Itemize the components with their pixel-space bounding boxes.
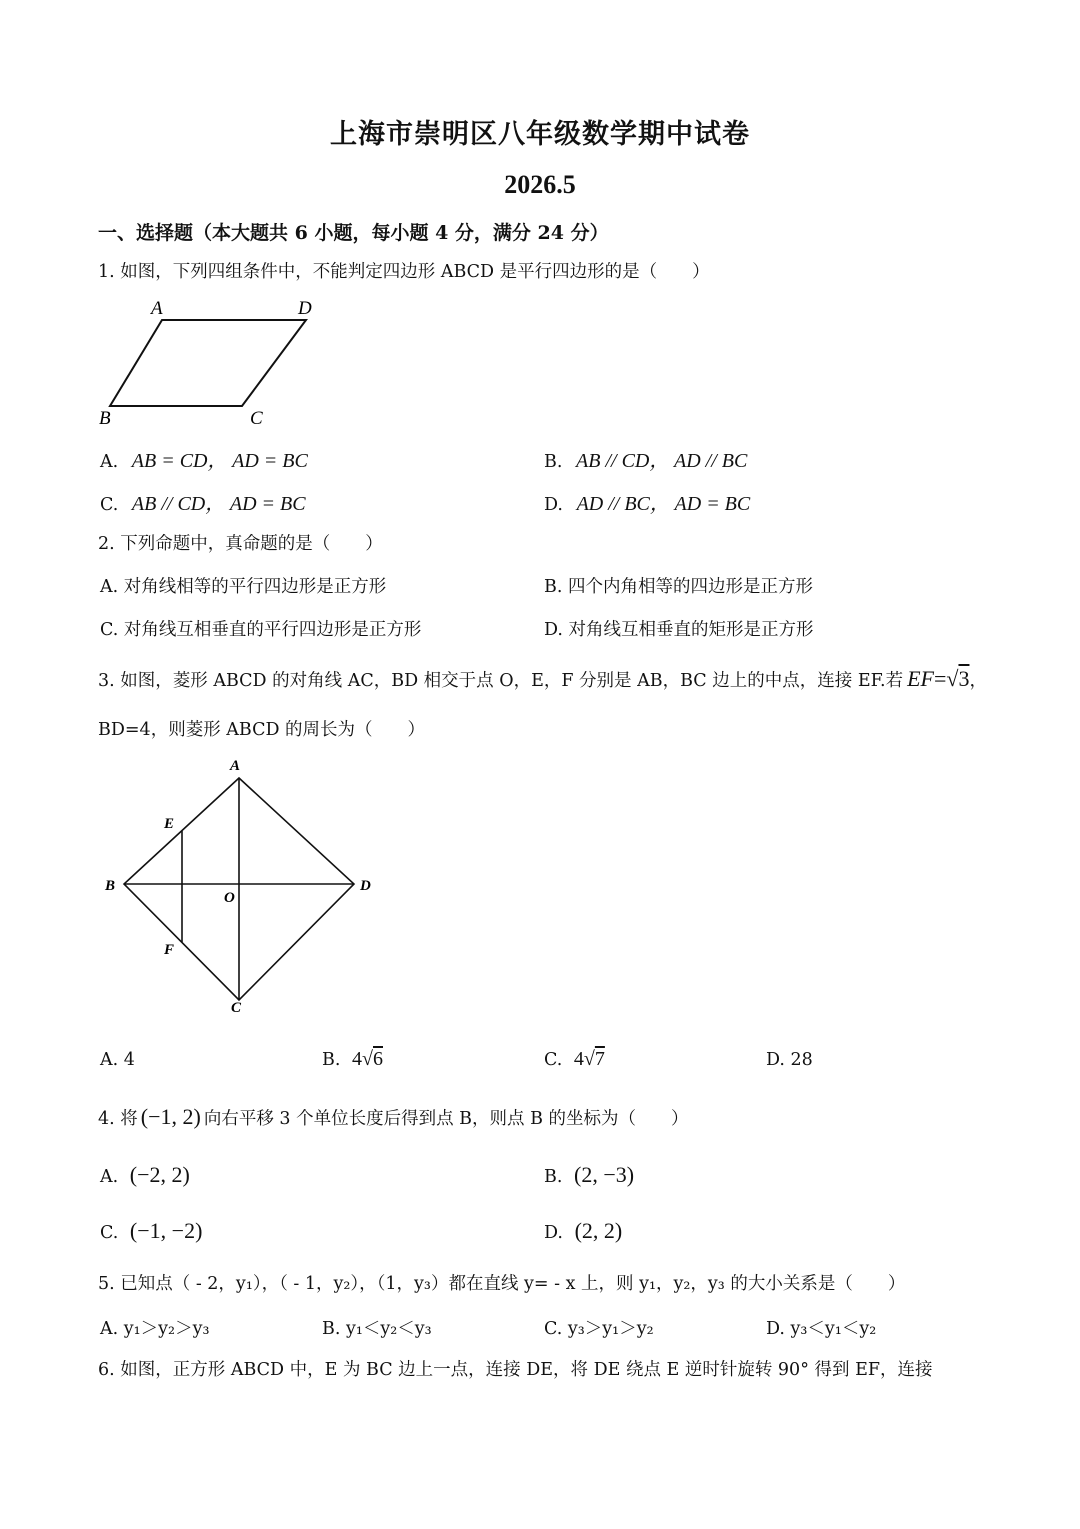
option-letter: C. [544, 1050, 563, 1070]
option-coef: 4 [573, 1048, 584, 1070]
figure-label-f: F [164, 942, 175, 958]
option-letter: B. [544, 1167, 563, 1187]
equals-sign: = [933, 666, 947, 691]
option-math: AB = CD， AD = BC [131, 450, 308, 472]
figure-label-a: A [230, 758, 241, 774]
question-1-stem: 1. 如图，下列四组条件中，不能判定四边形 ABCD 是平行四边形的是（ ） [98, 262, 710, 282]
point-coordinates: (−1, 2) [140, 1104, 201, 1129]
q3-option-c[interactable]: C. 4√7 [544, 1048, 605, 1070]
q5-option-a[interactable]: A. y₁＞y₂＞y₃ [100, 1319, 210, 1339]
question-4-stem [98, 1104, 689, 1130]
option-radicand: 6 [373, 1048, 383, 1070]
option-letter: B. [322, 1050, 341, 1070]
question-5-stem: 5. 已知点（ - 2，y₁），（ - 1，y₂），（1，y₃）都在直线 y= - x 上，则 y₁，y₂，y₃ 的大小关系是（ ） [98, 1274, 906, 1294]
q4-option-b[interactable] [544, 1162, 634, 1188]
stem-text: 4. 将 [98, 1109, 138, 1129]
q5-option-c[interactable]: C. y₃＞y₁＞y₂ [544, 1319, 654, 1339]
figure-label-c: C [231, 1000, 242, 1016]
option-value: (−2, 2) [129, 1162, 190, 1187]
question-3-stem-line2: BD=4，则菱形 ABCD 的周长为（ ） [98, 720, 426, 740]
option-value: (−1, −2) [129, 1218, 203, 1243]
option-letter: C. [100, 495, 119, 515]
option-math: AB // CD， AD = BC [131, 493, 306, 515]
q1-option-b[interactable] [544, 444, 747, 473]
option-letter: C. [100, 1223, 119, 1243]
option-letter: A. [100, 1167, 119, 1187]
figure-label-b: B [105, 878, 116, 894]
figure-label-d: D [298, 298, 312, 319]
question-3-stem-line1: 3. 如图，菱形 ABCD 的对角线 AC，BD 相交于点 O，E，F 分别是 AB，BC 边上的中点，连接 EF.若 EF=√3， [98, 666, 987, 691]
parallelogram-shape [110, 320, 306, 406]
q4-option-d[interactable] [544, 1218, 622, 1244]
figure-label-d: D [360, 878, 371, 894]
exam-date: 2026.5 [504, 170, 576, 199]
q1-option-d[interactable] [544, 487, 750, 516]
q2-option-d[interactable]: D. 对角线互相垂直的矩形是正方形 [544, 620, 814, 640]
question-2-stem: 2. 下列命题中，真命题的是（ ） [98, 534, 383, 554]
parallelogram-figure [90, 292, 330, 432]
page-title: 上海市崇明区八年级数学期中试卷 [330, 119, 750, 150]
figure-label-e: E [164, 816, 175, 832]
option-value: (2, 2) [574, 1218, 623, 1243]
q1-option-c[interactable] [100, 487, 306, 516]
q4-option-c[interactable] [100, 1218, 202, 1244]
stem-text: 3. 如图，菱形 ABCD 的对角线 AC，BD 相交于点 O，E，F 分别是 AB，BC 边上的中点，连接 EF.若 [98, 671, 904, 691]
option-letter: D. [544, 1223, 563, 1243]
q5-option-b[interactable]: B. y₁＜y₂＜y₃ [322, 1319, 432, 1339]
figure-label-b: B [99, 408, 111, 429]
option-math: AB // CD， AD // BC [576, 450, 748, 472]
stem-text: 向右平移 3 个单位长度后得到点 B，则点 B 的坐标为（ ） [203, 1109, 689, 1129]
option-letter: A. [100, 452, 119, 472]
q3-option-d[interactable]: D. 28 [766, 1050, 813, 1070]
question-6-stem: 6. 如图，正方形 ABCD 中，E 为 BC 边上一点，连接 DE，将 DE 绕点 E 逆时针旋转 90° 得到 EF，连接 [98, 1360, 933, 1380]
q2-option-c[interactable]: C. 对角线互相垂直的平行四边形是正方形 [100, 620, 422, 640]
option-radicand: 7 [594, 1048, 605, 1070]
option-letter: D. [544, 495, 563, 515]
rhombus-figure [98, 752, 388, 1022]
section-heading: 一、选择题（本大题共 6 小题，每小题 4 分，满分 24 分） [98, 222, 609, 244]
q5-option-d[interactable]: D. y₃＜y₁＜y₂ [766, 1319, 877, 1339]
option-value: (2, −3) [574, 1162, 635, 1187]
figure-label-a: A [151, 298, 163, 319]
option-coef: 4 [352, 1048, 363, 1070]
ef-math: EF [907, 666, 934, 691]
q1-option-a[interactable] [100, 444, 308, 473]
q3-option-a[interactable]: A. 4 [100, 1050, 135, 1070]
q2-option-a[interactable]: A. 对角线相等的平行四边形是正方形 [100, 577, 387, 597]
option-math: AD // BC， AD = BC [576, 493, 751, 515]
option-letter: B. [544, 452, 563, 472]
figure-label-c: C [250, 408, 263, 429]
sqrt-3: 3 [958, 666, 970, 691]
figure-label-o: O [224, 890, 235, 906]
q4-option-a[interactable] [100, 1162, 190, 1188]
q3-option-b[interactable]: B. 4√6 [322, 1048, 383, 1070]
q2-option-b[interactable]: B. 四个内角相等的四边形是正方形 [544, 577, 813, 597]
